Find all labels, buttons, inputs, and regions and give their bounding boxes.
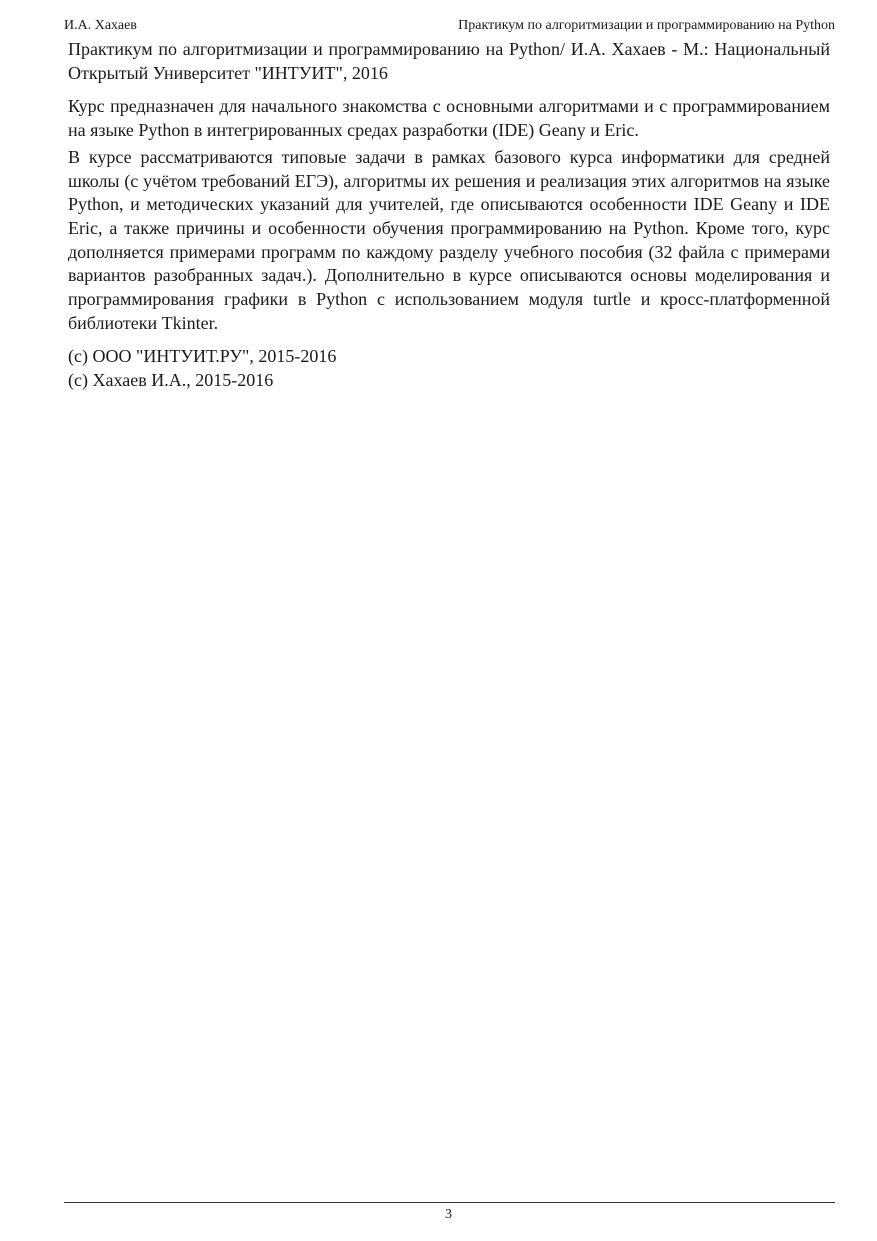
copyright-author: (c) Хахаев И.А., 2015-2016: [68, 370, 274, 391]
page-content: [68, 38, 830, 393]
abstract-paragraph-2: В курсе рассматриваются типовые задачи в рамках базового курса информатики для средней школы (с учётом требований ЕГЭ), алгоритмы их решения и реализация этих алгоритмов на языке Python, и методических указаний для учителей, где описываются особенности IDE Geany и IDE Eric, а также причины и особенности обучения программированию на Python. Кроме того, курс дополняется примерами программ по каждому разделу учебного пособия (32 файла с примерами вариантов разобранных задач.). Дополнительно в курсе описываются основы моделирования и программирования графики в Python с использованием модуля turtle и кросс-платформенной библиотеки Tkinter.: [68, 146, 830, 333]
abstract-paragraph-1: Курс предназначен для начального знакомства с основными алгоритмами и с программированием на языке Python в интегрированных средах разработки (IDE) Geany и Eric.: [68, 96, 830, 141]
header-author: И.А. Хахаев: [64, 18, 137, 33]
page-number: 3: [445, 1207, 452, 1222]
copyright-publisher: (c) ООО "ИНТУИТ.РУ", 2015-2016: [68, 346, 337, 367]
bibliographic-citation: Практикум по алгоритмизации и программированию на Python/ И.А. Хахаев - М.: Национальный Открытый Университет "ИНТУИТ", 2016: [68, 39, 830, 83]
header-book-title: Практикум по алгоритмизации и программированию на Python: [458, 18, 835, 33]
page-header: [64, 16, 835, 36]
footer-divider: [64, 1202, 835, 1203]
